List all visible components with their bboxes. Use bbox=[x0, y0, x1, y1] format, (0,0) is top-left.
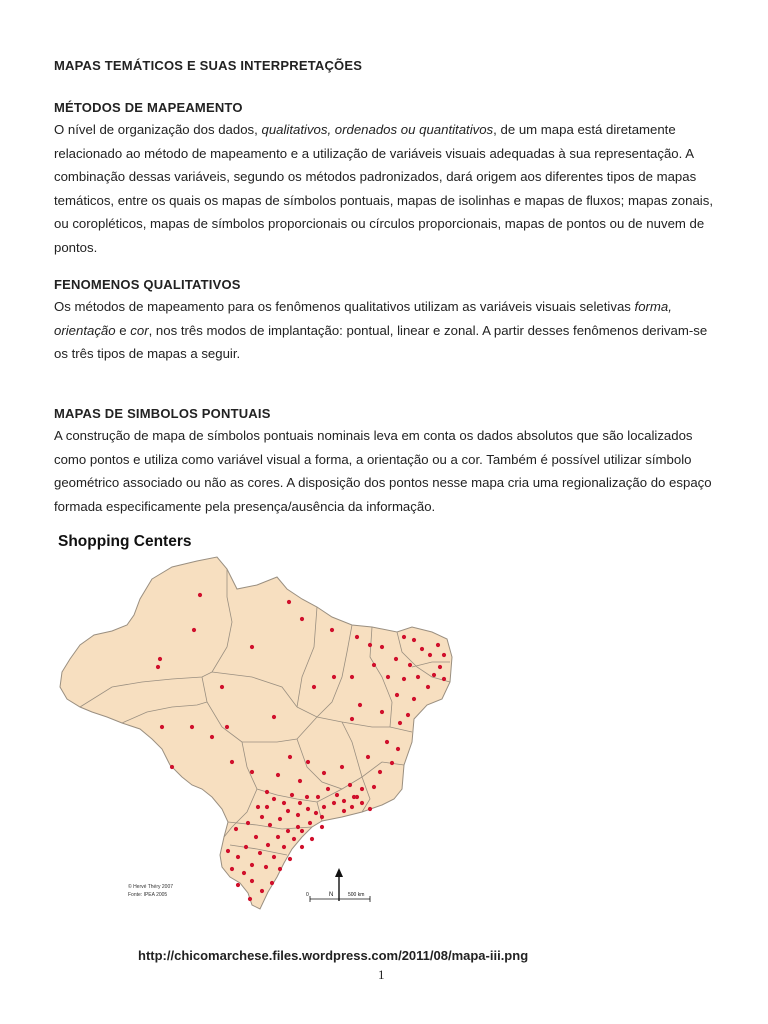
shopping-center-point bbox=[335, 793, 339, 797]
shopping-center-point bbox=[244, 845, 248, 849]
shopping-center-point bbox=[350, 805, 354, 809]
shopping-center-point bbox=[385, 740, 389, 744]
shopping-center-point bbox=[398, 721, 402, 725]
shopping-center-point bbox=[312, 685, 316, 689]
paragraph-simbolos: A construção de mapa de símbolos pontuais nominais leva em conta os dados absolutos que são localizados como pontos e utiliza como variável visual a forma, a orientação ou a cor. Também é possível utilizar símbolo geométrico associado ou não as cores. A disposição dos pontos nesse mapa cria uma regionalização do espaço formada especificamente pela presença/ausência da informação. bbox=[54, 428, 712, 514]
shopping-center-point bbox=[372, 663, 376, 667]
shopping-center-point bbox=[300, 845, 304, 849]
shopping-center-point bbox=[160, 725, 164, 729]
shopping-center-point bbox=[420, 647, 424, 651]
shopping-center-point bbox=[266, 843, 270, 847]
shopping-center-point bbox=[368, 807, 372, 811]
shopping-center-point bbox=[432, 673, 436, 677]
shopping-center-point bbox=[340, 765, 344, 769]
shopping-center-point bbox=[378, 770, 382, 774]
shopping-center-point bbox=[170, 765, 174, 769]
shopping-center-point bbox=[332, 801, 336, 805]
north-label: N bbox=[329, 892, 334, 898]
shopping-center-point bbox=[342, 809, 346, 813]
shopping-center-point bbox=[386, 675, 390, 679]
shopping-center-point bbox=[438, 665, 442, 669]
page-title: MAPAS TEMÁTICOS E SUAS INTERPRETAÇÕES bbox=[54, 58, 363, 73]
shopping-center-point bbox=[308, 821, 312, 825]
shopping-center-point bbox=[395, 693, 399, 697]
shopping-center-point bbox=[342, 799, 346, 803]
shopping-center-point bbox=[198, 593, 202, 597]
shopping-center-point bbox=[396, 747, 400, 751]
north-arrow-and-scale bbox=[306, 868, 370, 902]
shopping-center-point bbox=[288, 857, 292, 861]
shopping-center-point bbox=[442, 653, 446, 657]
shopping-center-point bbox=[380, 710, 384, 714]
shopping-center-point bbox=[428, 653, 432, 657]
shopping-center-point bbox=[256, 805, 260, 809]
shopping-center-point bbox=[355, 795, 359, 799]
scale-end-label: 500 km bbox=[348, 892, 365, 898]
shopping-center-point bbox=[272, 797, 276, 801]
shopping-center-point bbox=[276, 773, 280, 777]
shopping-center-point bbox=[380, 645, 384, 649]
shopping-center-point bbox=[306, 760, 310, 764]
shopping-center-point bbox=[190, 725, 194, 729]
section-heading-metodos: MÉTODOS DE MAPEAMENTO bbox=[54, 100, 243, 115]
shopping-center-point bbox=[265, 805, 269, 809]
shopping-center-point bbox=[332, 675, 336, 679]
shopping-center-point bbox=[225, 725, 229, 729]
map-credits bbox=[128, 883, 173, 898]
shopping-center-point bbox=[320, 815, 324, 819]
shopping-center-point bbox=[416, 675, 420, 679]
shopping-center-point bbox=[436, 643, 440, 647]
shopping-center-point bbox=[288, 755, 292, 759]
shopping-center-point bbox=[426, 685, 430, 689]
shopping-center-point bbox=[316, 795, 320, 799]
paragraph-fenomenos: Os métodos de mapeamento para os fenômenos qualitativos utilizam as variáveis visuais seletivas forma, orientação e cor, nos três modos de implantação: pontual, linear e zonal. A partir desses fenômenos derivam-se os três tipos de mapas a seguir. bbox=[54, 299, 708, 362]
shopping-center-point bbox=[272, 715, 276, 719]
shopping-center-point bbox=[412, 697, 416, 701]
shopping-center-point bbox=[372, 785, 376, 789]
shopping-center-point bbox=[260, 889, 264, 893]
shopping-center-point bbox=[286, 829, 290, 833]
shopping-center-point bbox=[230, 867, 234, 871]
shopping-center-point bbox=[276, 835, 280, 839]
paragraph-metodos: O nível de organização dos dados, qualitativos, ordenados ou quantitativos, de um mapa está diretamente relacionado ao método de mapeamento e a utilização de variáveis visuais adequadas à sua representação. A combinação dessas variáveis, segundo os métodos padronizados, dará origem aos diferentes tipos de mapas temáticos, entre os quais os mapas de símbolos pontuais, mapas de isolinhas e mapas de fluxos; mapas zonais, ou coropléticos, mapas de símbolos proporcionais ou círculos proporcionais, mapas de pontos ou de nuvem de pontos. bbox=[54, 122, 713, 255]
shopping-center-point bbox=[322, 805, 326, 809]
shopping-center-point bbox=[326, 787, 330, 791]
shopping-center-point bbox=[350, 717, 354, 721]
shopping-center-point bbox=[236, 883, 240, 887]
scale-start-label: 0 bbox=[306, 892, 309, 898]
section-heading-fenomenos: FENOMENOS QUALITATIVOS bbox=[54, 277, 241, 292]
shopping-center-point bbox=[360, 801, 364, 805]
shopping-center-point bbox=[408, 663, 412, 667]
shopping-center-point bbox=[260, 815, 264, 819]
shopping-center-point bbox=[355, 635, 359, 639]
page-number: 1 bbox=[378, 967, 385, 982]
shopping-center-point bbox=[298, 779, 302, 783]
shopping-center-point bbox=[320, 825, 324, 829]
shopping-center-point bbox=[394, 657, 398, 661]
shopping-center-point bbox=[390, 761, 394, 765]
shopping-center-point bbox=[242, 871, 246, 875]
shopping-center-point bbox=[272, 855, 276, 859]
shopping-center-point bbox=[406, 713, 410, 717]
shopping-center-point bbox=[270, 881, 274, 885]
shopping-center-point bbox=[402, 635, 406, 639]
shopping-center-point bbox=[350, 675, 354, 679]
shopping-center-point bbox=[296, 825, 300, 829]
shopping-center-point bbox=[236, 855, 240, 859]
shopping-center-point bbox=[442, 677, 446, 681]
shopping-center-point bbox=[210, 735, 214, 739]
map-title: Shopping Centers bbox=[58, 533, 192, 550]
shopping-center-point bbox=[265, 790, 269, 794]
shopping-center-point bbox=[282, 845, 286, 849]
shopping-center-point bbox=[298, 801, 302, 805]
shopping-center-point bbox=[254, 835, 258, 839]
shopping-center-point bbox=[306, 807, 310, 811]
shopping-center-point bbox=[278, 867, 282, 871]
shopping-center-point bbox=[412, 638, 416, 642]
shopping-center-point bbox=[158, 657, 162, 661]
shopping-center-point bbox=[282, 801, 286, 805]
shopping-center-point bbox=[248, 897, 252, 901]
shopping-center-point bbox=[368, 643, 372, 647]
brazil-land bbox=[60, 557, 452, 909]
shopping-center-point bbox=[296, 813, 300, 817]
shopping-center-point bbox=[268, 823, 272, 827]
shopping-center-point bbox=[310, 837, 314, 841]
shopping-center-point bbox=[366, 755, 370, 759]
shopping-center-point bbox=[230, 760, 234, 764]
shopping-center-point bbox=[358, 703, 362, 707]
shopping-center-point bbox=[287, 600, 291, 604]
shopping-center-point bbox=[300, 829, 304, 833]
shopping-center-point bbox=[290, 793, 294, 797]
shopping-center-point bbox=[226, 849, 230, 853]
shopping-center-point bbox=[292, 837, 296, 841]
shopping-center-point bbox=[286, 809, 290, 813]
shopping-center-point bbox=[234, 827, 238, 831]
shopping-centers-map bbox=[52, 527, 462, 922]
shopping-center-point bbox=[250, 645, 254, 649]
shopping-center-point bbox=[278, 817, 282, 821]
shopping-center-point bbox=[156, 665, 160, 669]
credit-author: © Hervé Théry 2007 bbox=[128, 884, 174, 890]
shopping-center-point bbox=[322, 771, 326, 775]
shopping-center-point bbox=[250, 879, 254, 883]
shopping-center-point bbox=[250, 770, 254, 774]
shopping-center-point bbox=[305, 795, 309, 799]
shopping-center-point bbox=[402, 677, 406, 681]
shopping-center-point bbox=[258, 851, 262, 855]
shopping-center-point bbox=[264, 865, 268, 869]
credit-source: Fonte: IPEA 2005 bbox=[128, 892, 168, 898]
shopping-center-point bbox=[348, 783, 352, 787]
shopping-center-point bbox=[300, 617, 304, 621]
shopping-center-point bbox=[314, 811, 318, 815]
shopping-center-point bbox=[250, 863, 254, 867]
shopping-center-point bbox=[360, 787, 364, 791]
shopping-center-point bbox=[330, 628, 334, 632]
shopping-center-point bbox=[220, 685, 224, 689]
image-source-url[interactable]: http://chicomarchese.files.wordpress.com/2011/08/mapa-iii.png bbox=[138, 948, 529, 963]
shopping-center-point bbox=[192, 628, 196, 632]
section-heading-simbolos: MAPAS DE SIMBOLOS PONTUAIS bbox=[54, 406, 271, 421]
shopping-center-point bbox=[246, 821, 250, 825]
